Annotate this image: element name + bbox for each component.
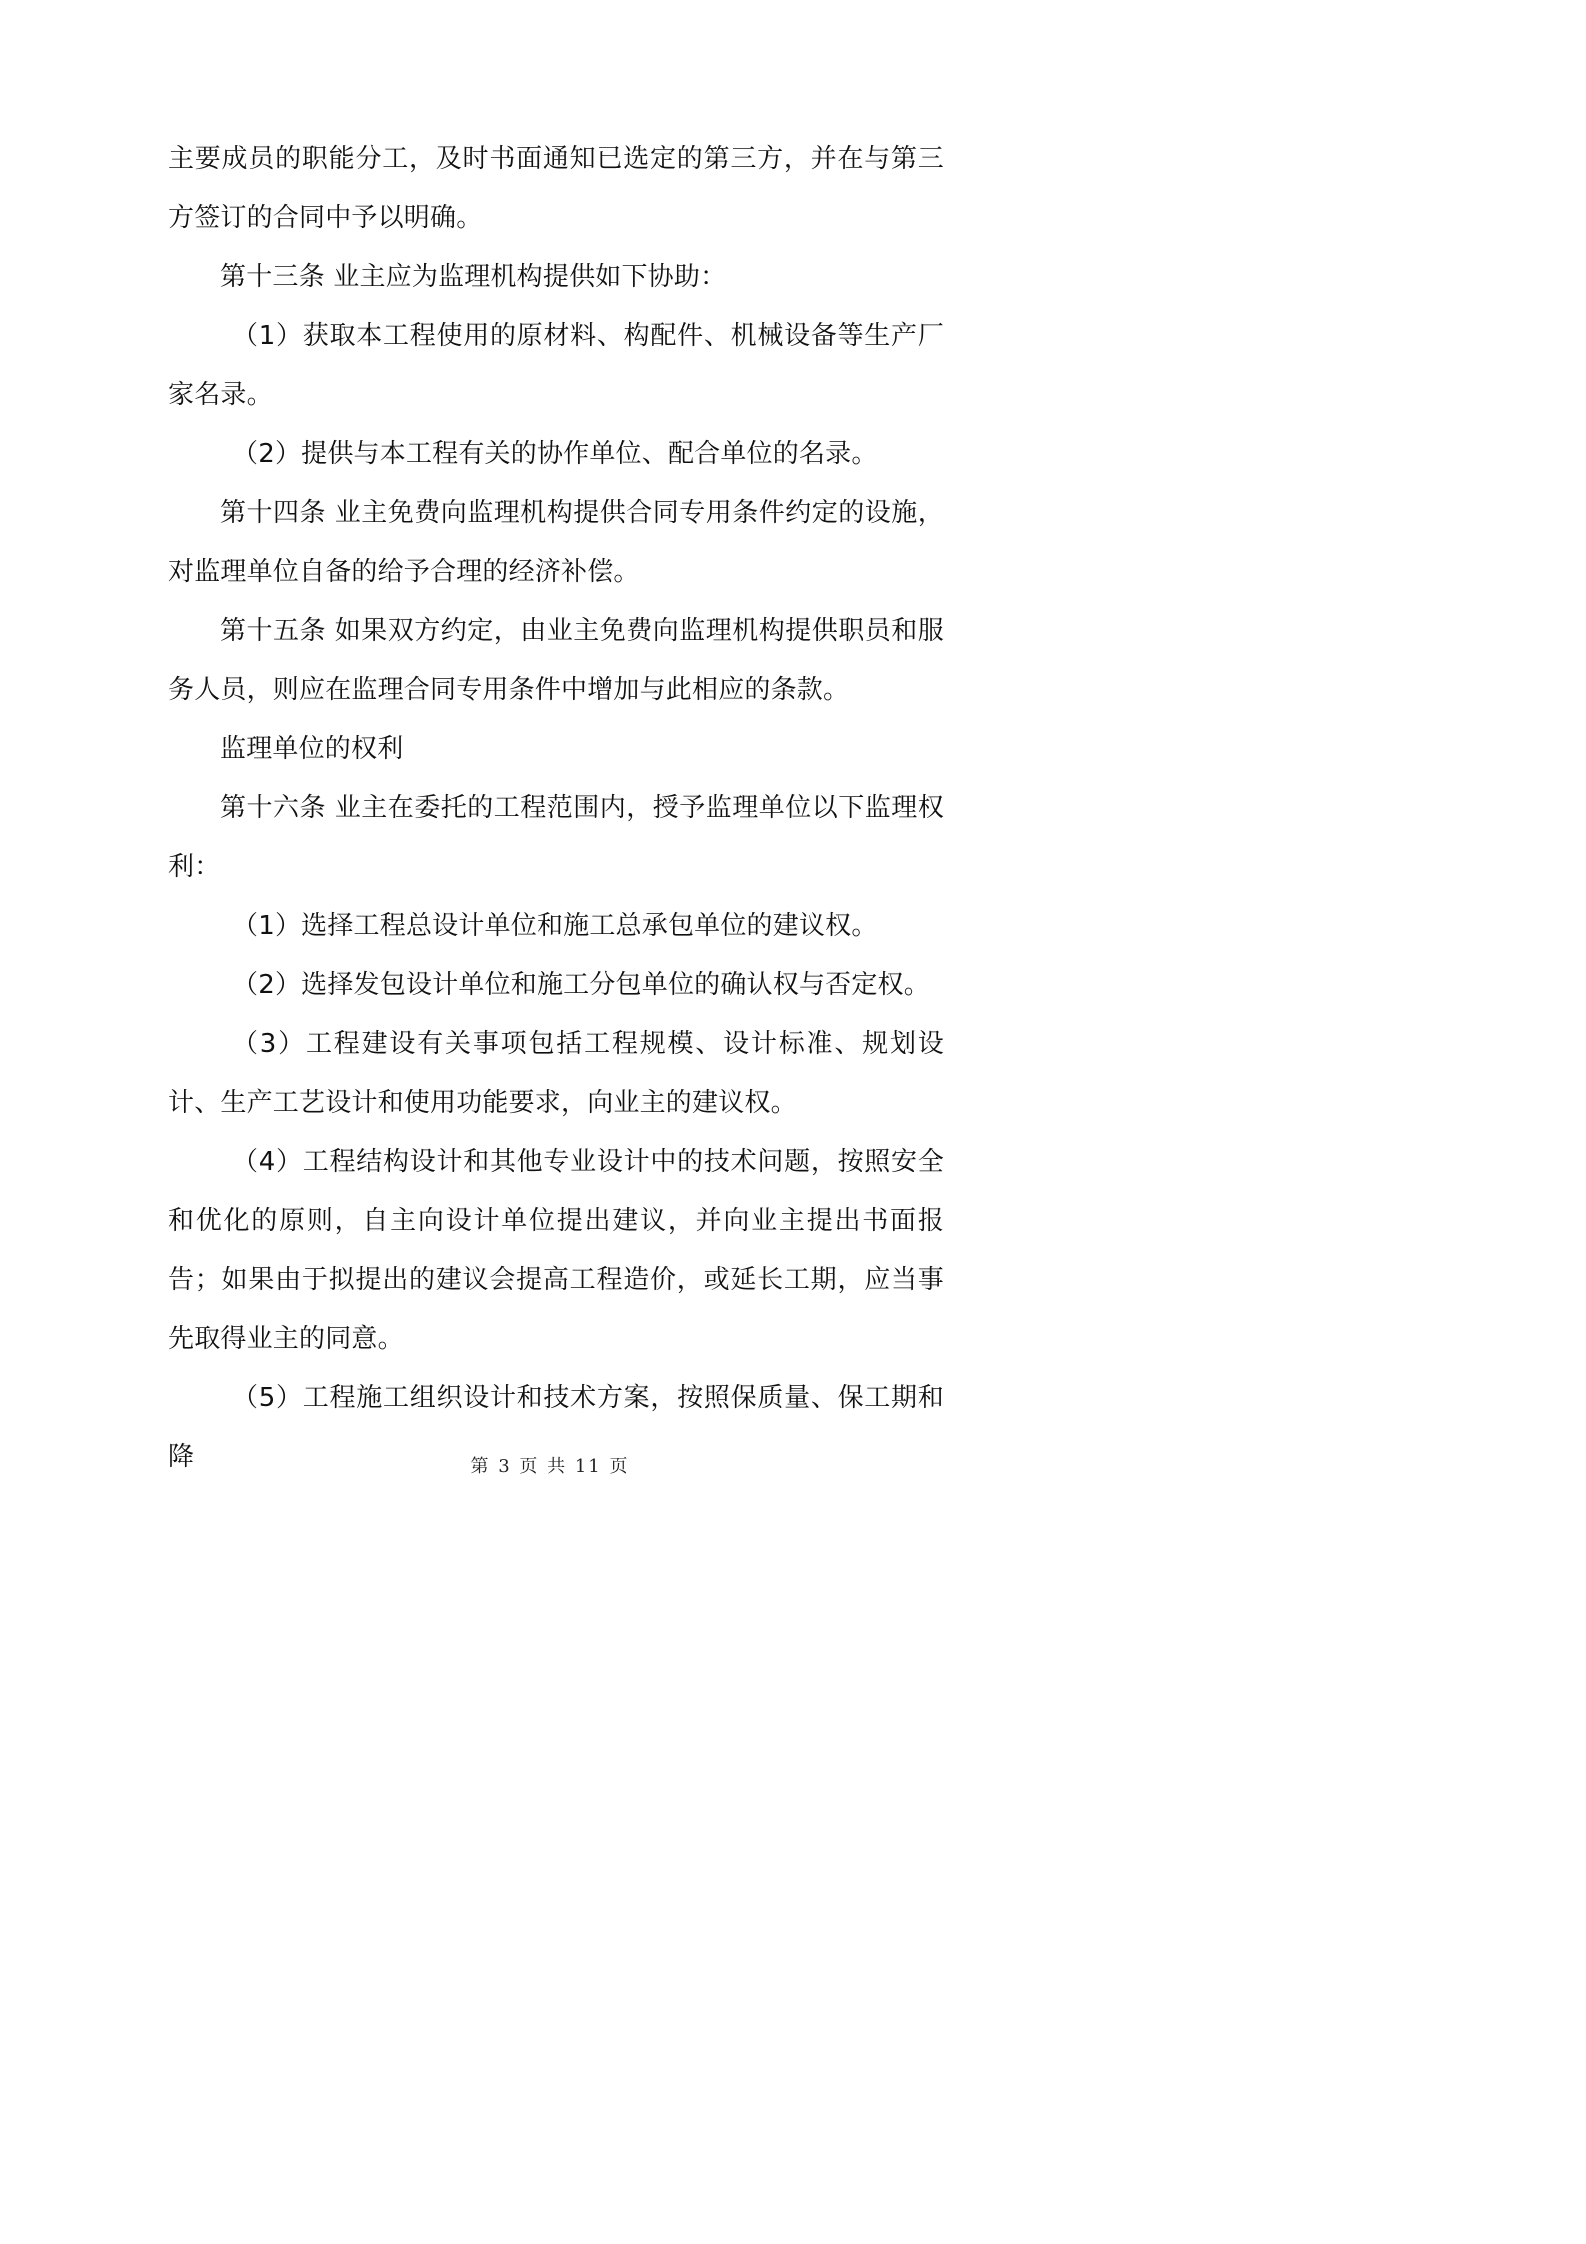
- article-16-item-2: （2）选择发包设计单位和施工分包单位的确认权与否定权。: [232, 970, 930, 1000]
- article-13-heading: 第十三条 业主应为监理机构提供如下协助：: [220, 262, 727, 292]
- article-16-item-1: （1）选择工程总设计单位和施工总承包单位的建议权。: [232, 911, 878, 941]
- article-15: 第十五条 如果双方约定，由业主免费向监理机构提供职员和服务人员，则应在监理合同专用条件中增加与此相应的条款。: [168, 616, 944, 705]
- paragraph-continuation: 主要成员的职能分工，及时书面通知已选定的第三方，并在与第三方签订的合同中予以明确。: [168, 144, 944, 233]
- article-16-heading: 第十六条 业主在委托的工程范围内，授予监理单位以下监理权利：: [168, 793, 944, 882]
- article-16-item-3: （3）工程建设有关事项包括工程规模、设计标准、规划设计、生产工艺设计和使用功能要求，向业主的建议权。: [168, 1029, 944, 1118]
- document-page: [0, 0, 1100, 1556]
- section-heading-supervisor-rights: 监理单位的权利: [220, 734, 404, 764]
- document-body: [168, 130, 944, 1487]
- article-16-item-5: （5）工程施工组织设计和技术方案，按照保质量、保工期和降: [168, 1383, 944, 1472]
- page-number-footer: 第 3 页 共 11 页: [470, 1456, 630, 1477]
- article-16-item-4: （4）工程结构设计和其他专业设计中的技术问题，按照安全和优化的原则，自主向设计单位提出建议，并向业主提出书面报告；如果由于拟提出的建议会提高工程造价，或延长工期，应当事先取得业主的同意。: [168, 1147, 944, 1354]
- article-14: 第十四条 业主免费向监理机构提供合同专用条件约定的设施，对监理单位自备的给予合理的经济补偿。: [168, 498, 944, 587]
- article-13-item-2: （2）提供与本工程有关的协作单位、配合单位的名录。: [232, 439, 878, 469]
- article-13-item-1: （1）获取本工程使用的原材料、构配件、机械设备等生产厂家名录。: [168, 321, 944, 410]
